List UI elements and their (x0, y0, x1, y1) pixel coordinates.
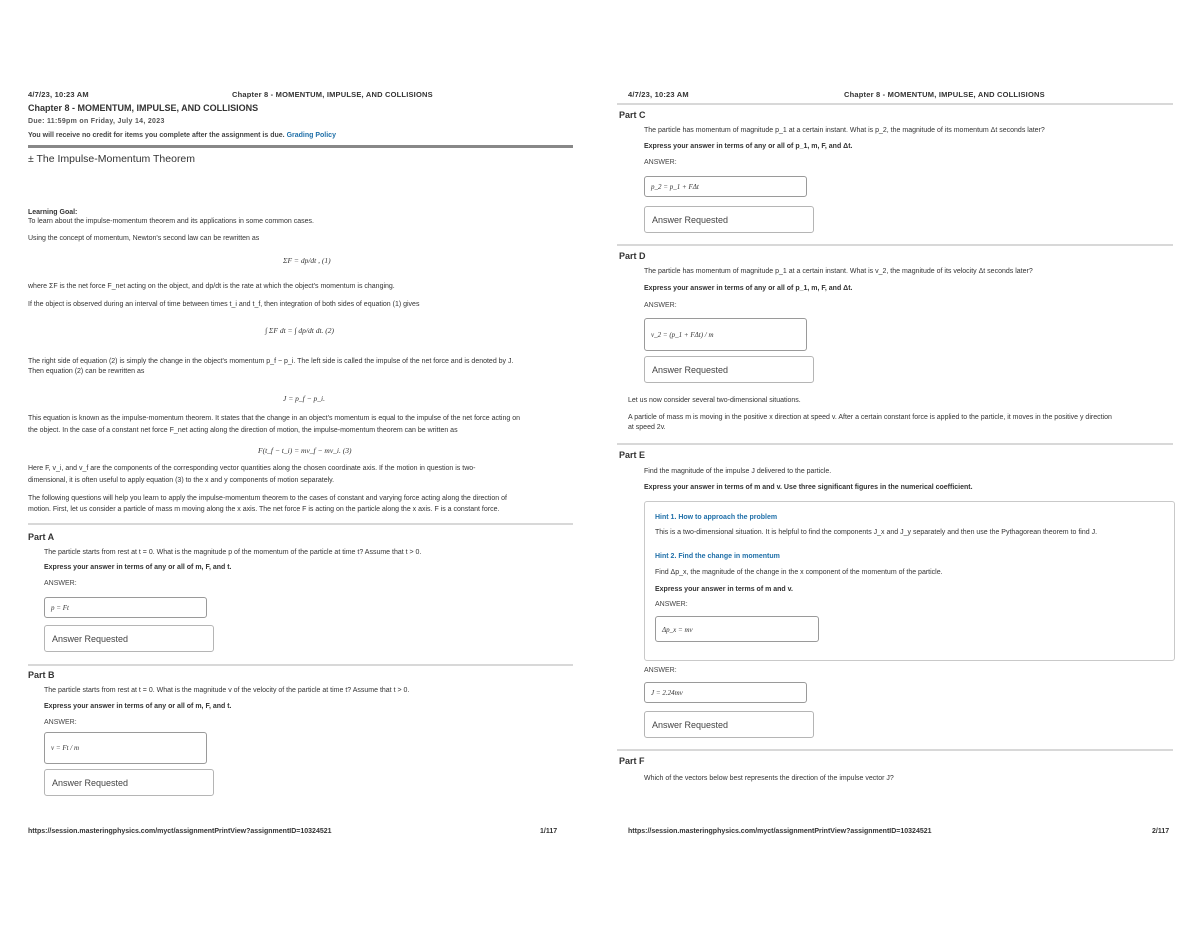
section-title: ± The Impulse-Momentum Theorem (28, 153, 196, 165)
part-d-answer-label: ANSWER: (644, 302, 677, 309)
print-timestamp: 4/7/23, 10:23 AM (28, 90, 89, 99)
part-b-question: The particle starts from rest at t = 0. What is the magnitude v of the velocity of the particle at time t? Assume that t > 0. (44, 687, 410, 694)
part-b-express: Express your answer in terms of any or all of m, F, and t. (44, 703, 232, 710)
part-b-answer-status: Answer Requested (44, 769, 214, 796)
part-c-answer-status: Answer Requested (644, 206, 814, 233)
part-b-label: Part B (28, 670, 55, 680)
part-c-express: Express your answer in terms of any or all of p_1, m, F, and Δt. (644, 143, 853, 150)
part-c-question: The particle has momentum of magnitude p_1 at a certain instant. What is p_2, the magnitude of its momentum Δt seconds later? (644, 127, 1045, 134)
intro-paragraph-3: If the object is observed during an interval of time between times t_i and t_f, then integration of both sides of equation (1) gives (28, 301, 420, 308)
interlude-text-1: Let us now consider several two-dimensional situations. (628, 397, 801, 404)
print-chapter-header: Chapter 8 - MOMENTUM, IMPULSE, AND COLLISIONS (844, 90, 1045, 99)
title-divider (28, 145, 573, 148)
interlude-text-2b: at speed 2v. (628, 424, 666, 431)
part-a-express: Express your answer in terms of any or all of m, F, and t. (44, 564, 232, 571)
part-d-answer-field[interactable]: v_2 = (p_1 + FΔt) / m (644, 318, 807, 351)
print-page-2 (600, 0, 1200, 927)
intro-paragraph-4: The right side of equation (2) is simply the change in the object's momentum p_f − p_i. The left side is called the impulse of the net force and is denoted by J. (28, 358, 514, 365)
assignment-title: Chapter 8 - MOMENTUM, IMPULSE, AND COLLISIONS (28, 103, 259, 113)
print-footer-url[interactable]: https://session.masteringphysics.com/myct/assignmentPrintView?assignmentID=10324521 (628, 828, 932, 835)
hint-1-title[interactable]: Hint 1. How to approach the problem (655, 514, 778, 521)
learning-goal-label: Learning Goal: (28, 209, 78, 216)
part-d-answer-status: Answer Requested (644, 356, 814, 383)
print-footer-url[interactable]: https://session.masteringphysics.com/myct/assignmentPrintView?assignmentID=10324521 (28, 828, 332, 835)
intro-paragraph-1: Using the concept of momentum, Newton's second law can be rewritten as (28, 235, 260, 242)
part-d-label: Part D (619, 251, 646, 261)
equation-2: ∫ ΣF dt = ∫ dp/dt dt. (2) (265, 326, 335, 335)
print-timestamp: 4/7/23, 10:23 AM (628, 90, 689, 99)
equation-4: F(t_f − t_i) = mv_f − mv_i. (3) (258, 446, 352, 455)
grading-policy-link[interactable]: Grading Policy (286, 132, 336, 139)
equation-3: J = p_f − p_i. (283, 394, 325, 403)
intro-paragraph-4b: Then equation (2) can be rewritten as (28, 368, 145, 375)
part-e-label: Part E (619, 450, 646, 460)
part-d-question: The particle has momentum of magnitude p_1 at a certain instant. What is v_2, the magnitude of its velocity Δt seconds later? (644, 268, 1033, 275)
hint-2-answer-field[interactable]: Δp_x = mv (655, 616, 819, 642)
part-a-label: Part A (28, 532, 55, 542)
part-e-answer-status: Answer Requested (644, 711, 814, 738)
hint-2-text: Find Δp_x, the magnitude of the change in the x component of the momentum of the particle. (655, 569, 943, 576)
due-date: Due: 11:59pm on Friday, July 14, 2023 (28, 118, 165, 125)
part-a-answer-field[interactable]: p = Ft (44, 597, 207, 618)
part-b-answer-label: ANSWER: (44, 719, 77, 726)
hint-2-answer-label: ANSWER: (655, 601, 688, 608)
learning-goal-text: To learn about the impulse-momentum theorem and its applications in some common cases. (28, 218, 314, 225)
intro-paragraph-7: The following questions will help you learn to apply the impulse-momentum theorem to the cases of constant and varying force acting along the direction of (28, 495, 507, 502)
intro-paragraph-5b: the object. In the case of a constant net force F_net acting along the direction of motion, the impulse-momentum theorem can be written as (28, 427, 458, 434)
part-c-answer-field[interactable]: p_2 = p_1 + FΔt (644, 176, 807, 197)
part-c-divider (617, 103, 1173, 105)
hint-2-express: Express your answer in terms of m and v. (655, 586, 793, 593)
part-e-question: Find the magnitude of the impulse J delivered to the particle. (644, 468, 832, 475)
intro-paragraph-5: This equation is known as the impulse-momentum theorem. It states that the change in an object's momentum is equal to the impulse of the net force acting on (28, 415, 520, 422)
part-f-question: Which of the vectors below best represents the direction of the impulse vector J? (644, 775, 894, 782)
intro-paragraph-7b: motion. First, let us consider a particle of mass m moving along the x axis. The net force F is acting on the particle along the x axis. F is a constant force. (28, 506, 500, 513)
print-footer-page: 2/117 (1152, 828, 1170, 835)
intro-paragraph-6b: dimensional, it is often useful to apply equation (3) to the x and y components of motion separately. (28, 477, 335, 484)
print-chapter-header: Chapter 8 - MOMENTUM, IMPULSE, AND COLLISIONS (232, 90, 433, 99)
part-e-divider (617, 443, 1173, 445)
equation-1: ΣF = dp/dt , (1) (283, 256, 331, 265)
part-a-answer-status: Answer Requested (44, 625, 214, 652)
intro-paragraph-2: where ΣF is the net force F_net acting on the object, and dp/dt is the rate at which the object's momentum is changing. (28, 283, 395, 290)
print-footer-page: 1/117 (540, 828, 558, 835)
part-d-divider (617, 244, 1173, 246)
hint-2-title[interactable]: Hint 2. Find the change in momentum (655, 553, 780, 560)
part-e-express: Express your answer in terms of m and v. Use three significant figures in the numerical coefficient. (644, 484, 973, 491)
part-b-answer-field[interactable]: v = Ft / m (44, 732, 207, 764)
credit-note: You will receive no credit for items you complete after the assignment is due. Grading Policy (28, 132, 336, 139)
hints-panel (644, 501, 1175, 661)
part-f-label: Part F (619, 756, 645, 766)
part-b-divider (28, 664, 573, 666)
part-c-answer-label: ANSWER: (644, 159, 677, 166)
part-c-label: Part C (619, 110, 646, 120)
part-a-answer-label: ANSWER: (44, 580, 77, 587)
part-d-express: Express your answer in terms of any or all of p_1, m, F, and Δt. (644, 285, 853, 292)
intro-paragraph-6: Here F, v_i, and v_f are the components of the corresponding vector quantities along the chosen coordinate axis. If the motion in question is two- (28, 465, 476, 472)
part-e-answer-field[interactable]: J = 2.24mv (644, 682, 807, 703)
part-f-divider (617, 749, 1173, 751)
part-e-answer-label: ANSWER: (644, 667, 677, 674)
hint-1-text: This is a two-dimensional situation. It is helpful to find the components J_x and J_y separately and then use the Pythagorean theorem to find J. (655, 529, 1098, 536)
part-a-question: The particle starts from rest at t = 0. What is the magnitude p of the momentum of the particle at time t? Assume that t > 0. (44, 549, 422, 556)
part-a-divider (28, 523, 573, 525)
interlude-text-2: A particle of mass m is moving in the positive x direction at speed v. After a certain constant force is applied to the particle, it moves in the positive y direction (628, 414, 1112, 421)
